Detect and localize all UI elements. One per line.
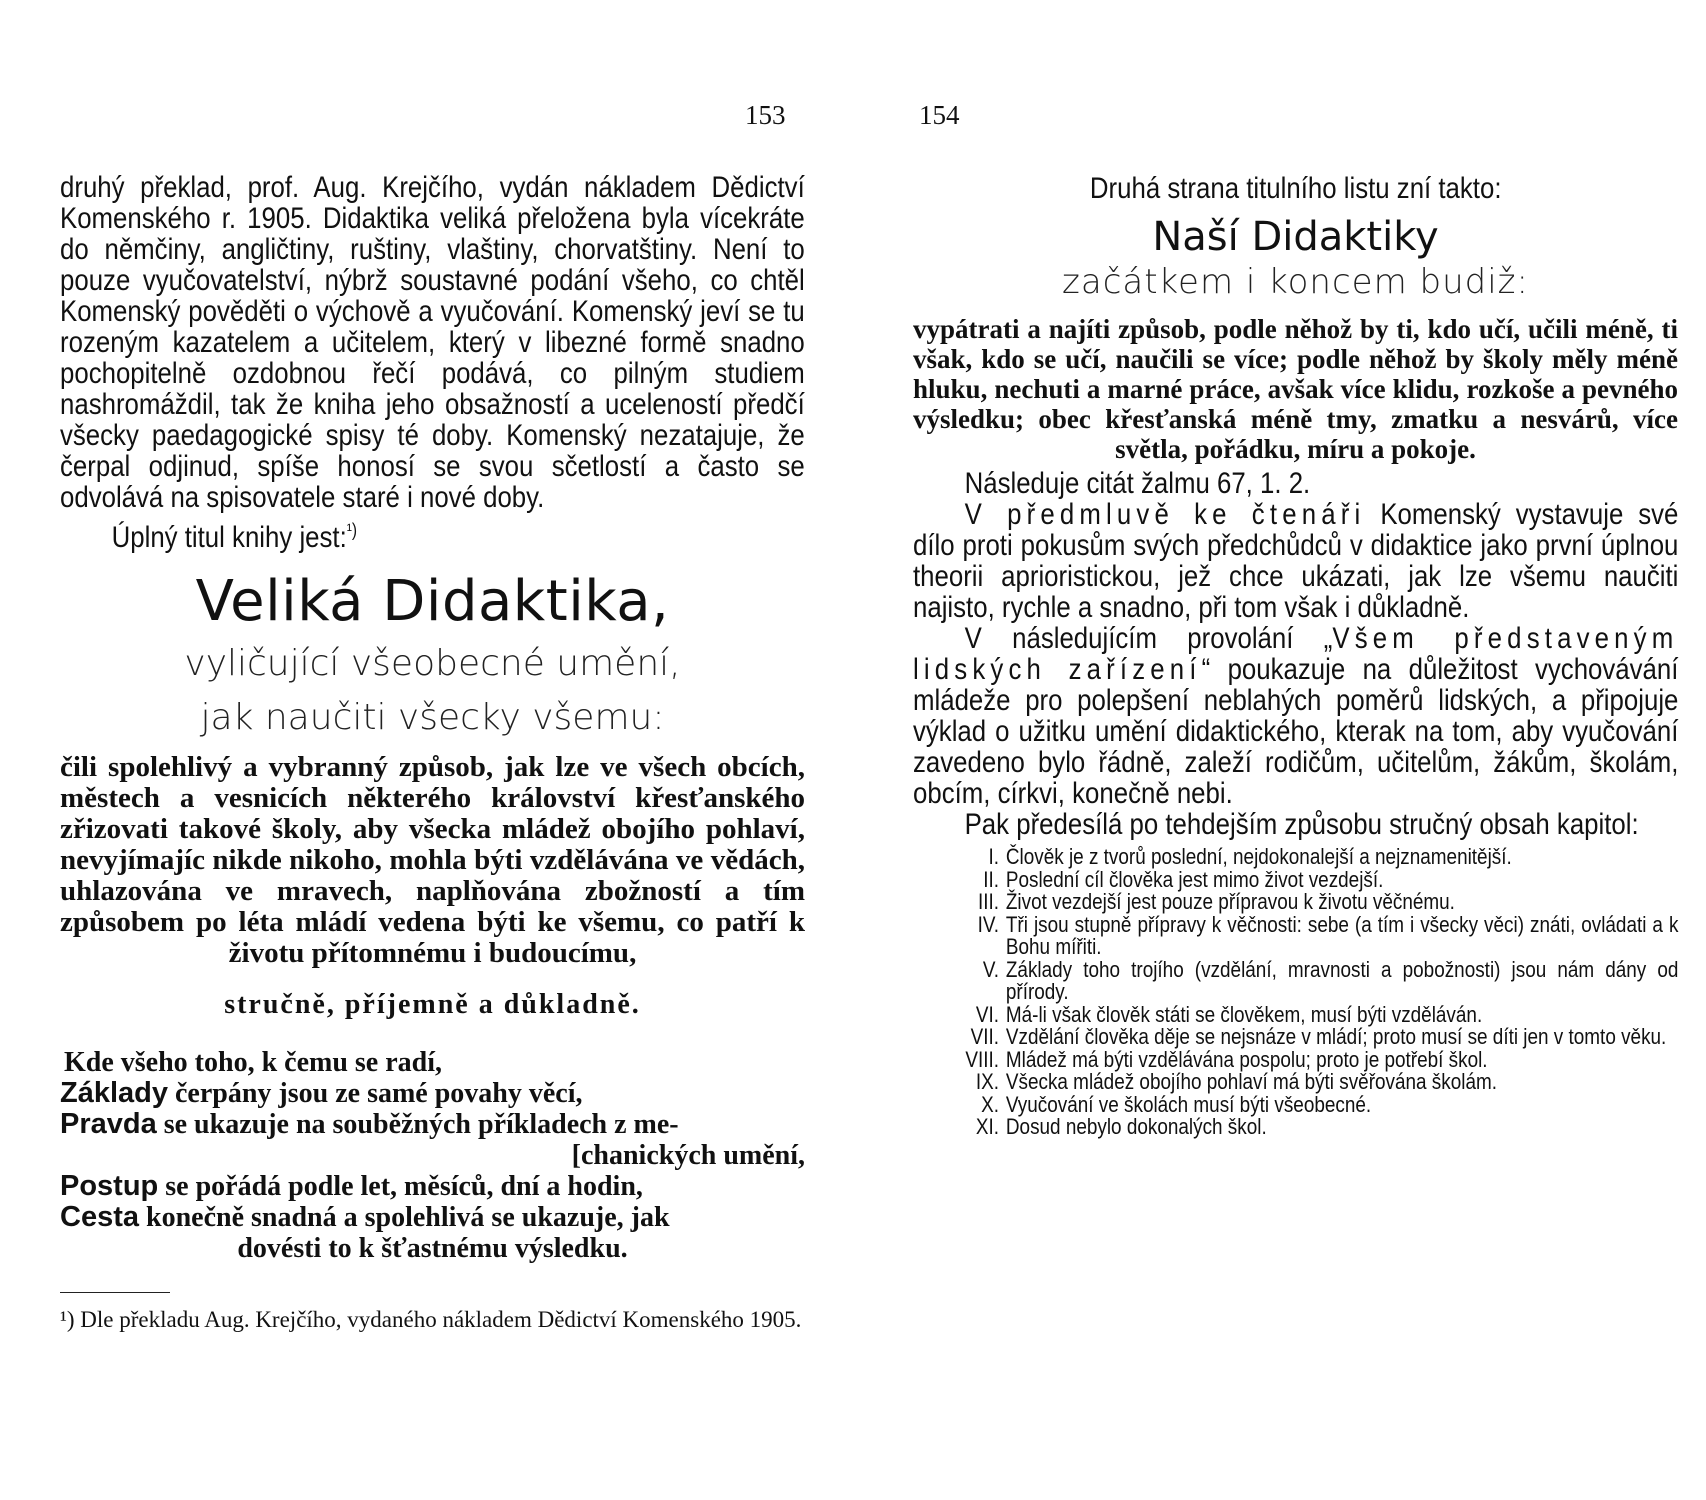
chapter-text: Vzdělání člověka děje se nejsnáze v mládí; proto musí se díti jen v tomto věku.: [1005, 1024, 1667, 1049]
chapter-number: XI.: [975, 1114, 999, 1139]
chapter-number: V.: [982, 956, 999, 982]
address-paragraph: [913, 623, 1678, 809]
verse-line: dovésti to k šťastnému výsledku.: [237, 1233, 628, 1264]
chapter-text: Základy toho trojího (vzdělání, mravnosti a pobožnosti) jsou nám dány od přírody.: [1005, 956, 1679, 1004]
verse-text: se pořádá podle let, měsíců, dní a hodin,: [158, 1171, 643, 1202]
chapter-text: Poslední cíl člověka jest mimo život vezdejší.: [1005, 866, 1384, 892]
preface-text: Komenský vystavuje své dílo proti pokusům svých předchůdců v didaktice jako první úplnou theorii aprioristickou, jež chce ukázati, jak lze všemu naučiti najisto, rychle a snadno, při tom však i důkladně.: [913, 498, 1679, 624]
verse-block: [60, 1047, 805, 1264]
chapter-number: X.: [981, 1091, 999, 1117]
chapter-text: Život vezdejší jest pouze přípravou k životu věčnému.: [1005, 889, 1455, 914]
verse-text: konečně snadná a spolehlivá se ukazuje, jak: [139, 1202, 670, 1233]
verse-line: [60, 1078, 805, 1109]
chapter-number: II.: [983, 866, 999, 892]
address-text: “ poukazuje na důležitost vychovávání mládeže pro polepšení neblahých poměrů lidských, a připojuje výklad o užitku umění didaktického, kterak na tom, aby vyučování zavedeno bylo řádně, zaleží rodičům, učitelům, žákům, školám, obcím, církvi, konečně nebi.: [913, 653, 1679, 810]
verse-line: [60, 1171, 805, 1202]
chapter-number: VII.: [970, 1024, 999, 1049]
footnote-mark: ¹): [346, 520, 358, 540]
chapter-text: Vyučování ve školách musí býti všeobecné.: [1005, 1091, 1372, 1117]
chapter-text: Mládež má býti vzdělávána pospolu; proto je potřebí škol.: [1005, 1046, 1488, 1072]
psalm-note: Následuje citát žalmu 67, 1. 2.: [964, 467, 1311, 500]
chapter-item: [913, 846, 1678, 869]
chapter-list: [913, 846, 1678, 1139]
intro-paragraph: druhý překlad, prof. Aug. Krejčího, vydán nákladem Dědictví Komenského r. 1905. Didaktika veliká přeložena byla vícekráte do němčiny, angličtiny, ruštiny, vlaštiny, chorvatštiny. Není to pouze vyučovatelství, nýbrž soustavné podání všeho, co chtěl Komenský pověděti o výchově a vyučování. Komenský jeví se tu rozeným kazatelem a učitelem, který v libezné formě snadno pochopitelně ozdobnou řečí podává, co pilným studiem nashromáždil, tak že kniha jeho obsažností a uceleností předčí všecky paedagogické spisy té doby. Komenský nezatajuje, že čerpal odjinud, spíše honosí se svou sčetlostí a často se odvolává na spisovatele staré i nové doby.: [60, 171, 805, 514]
title-intro: [60, 515, 805, 553]
chapter-item: [913, 1116, 1678, 1139]
verse-keyword: Postup: [60, 1170, 159, 1202]
page-number: 153: [745, 100, 786, 130]
motto-line: stručně, příjemně a důkladně.: [224, 989, 641, 1020]
verse-line: Kde všeho toho, k čemu se radí,: [64, 1047, 442, 1078]
chapter-item: [913, 1026, 1678, 1049]
address-intro: V následujícím provolání „: [964, 622, 1333, 655]
title-page-intro: Druhá strana titulního listu zní takto:: [1089, 172, 1502, 205]
book-subtitle-1: vyličující všeobecné umění,: [184, 643, 681, 684]
didactic-aim: vypátrati a najíti způsob, podle něhož by ti, kdo učí, učili méně, ti však, kdo se učí, naučili se více; podle něhož by školy měly méně hluku, nechuti a marné práce, avšak více klidu, rozkoše a pevného výsledku; obec křesťanská méně tmy, zmatku a nesvárů, více světla, pořádku, míru a pokoje.: [913, 314, 1678, 464]
chapter-text: Má-li však člověk státi se člověkem, musí býti vzděláván.: [1005, 1001, 1483, 1027]
chapter-item: [913, 1001, 1678, 1027]
right-page: [853, 0, 1706, 1500]
chapter-number: IX.: [975, 1069, 999, 1094]
footnote: ¹) Dle překladu Aug. Krejčího, vydaného nákladem Dědictví Komenského 1905.: [60, 1307, 802, 1332]
chapter-text: Člověk je z tvorů poslední, nejdokonalejší a nejznamenitější.: [1005, 844, 1512, 869]
chapter-item: [913, 891, 1678, 914]
preface-paragraph: [913, 499, 1678, 623]
didactic-title: Naší Didaktiky: [1152, 214, 1439, 260]
right-column: [913, 172, 1678, 1139]
chapter-item: [913, 1091, 1678, 1117]
verse-line: [60, 1109, 805, 1140]
chapter-item: [913, 911, 1679, 959]
chapter-item: [913, 956, 1679, 1004]
book-title: Veliká Didaktika,: [195, 569, 670, 634]
chapter-number: IV.: [977, 911, 999, 937]
chapter-number: III.: [977, 889, 999, 914]
chapter-number: I.: [988, 844, 999, 869]
chapter-text: Tři jsou stupně přípravy k věčnosti: sebe (a tím i všecky věci) znáti, ovládati a k Bohu mířiti.: [1005, 911, 1679, 959]
verse-line: [chanických umění,: [571, 1140, 805, 1171]
verse-line: [60, 1202, 805, 1233]
footnote-rule: [60, 1292, 170, 1293]
chapter-item: [913, 1046, 1678, 1072]
verse-text: čerpány jsou ze samé povahy věcí,: [168, 1078, 583, 1109]
address-heading: Všem představeným lidských zařízení: [913, 622, 1679, 686]
chapter-text: Dosud nebylo dokonalých škol.: [1005, 1114, 1267, 1139]
chapter-number: VI.: [975, 1001, 999, 1027]
verse-text: se ukazuje na souběžných příkladech z me-: [156, 1109, 679, 1140]
didactic-subtitle: začátkem i koncem budiž:: [1062, 262, 1529, 302]
title-intro-text: Úplný titul knihy jest:: [111, 521, 347, 554]
title-description: čili spolehlivý a vybranný způsob, jak lze ve všech obcích, městech a vesnicích některého království křesťanského zřizovati takové školy, aby všecka mládež obojího pohlaví, nevyjímajíc nikde nikoho, mohla býti vzdělávána ve vědách, uhlazována ve mravech, naplňována zbožností a tím způsobem po léta mládí vedena býti ke všemu, co patří k životu přítomnému i budoucímu,: [60, 751, 805, 969]
book-subtitle-2: jak naučiti všecky všemu:: [200, 697, 665, 738]
verse-keyword: Základy: [60, 1077, 168, 1109]
verse-keyword: Pravda: [60, 1108, 157, 1140]
preface-heading: V předmluvě ke čtenáři: [964, 498, 1366, 531]
chapter-item: [913, 866, 1678, 892]
contents-intro: Pak předesílá po tehdejším způsobu stručný obsah kapitol:: [964, 808, 1639, 841]
page-number: 154: [919, 100, 960, 130]
chapter-number: VIII.: [965, 1046, 999, 1072]
chapter-item: [913, 1071, 1678, 1094]
chapter-text: Všecka mládež obojího pohlaví má býti svěřována školám.: [1005, 1069, 1498, 1094]
verse-keyword: Cesta: [60, 1201, 139, 1233]
left-column: [60, 172, 805, 1333]
